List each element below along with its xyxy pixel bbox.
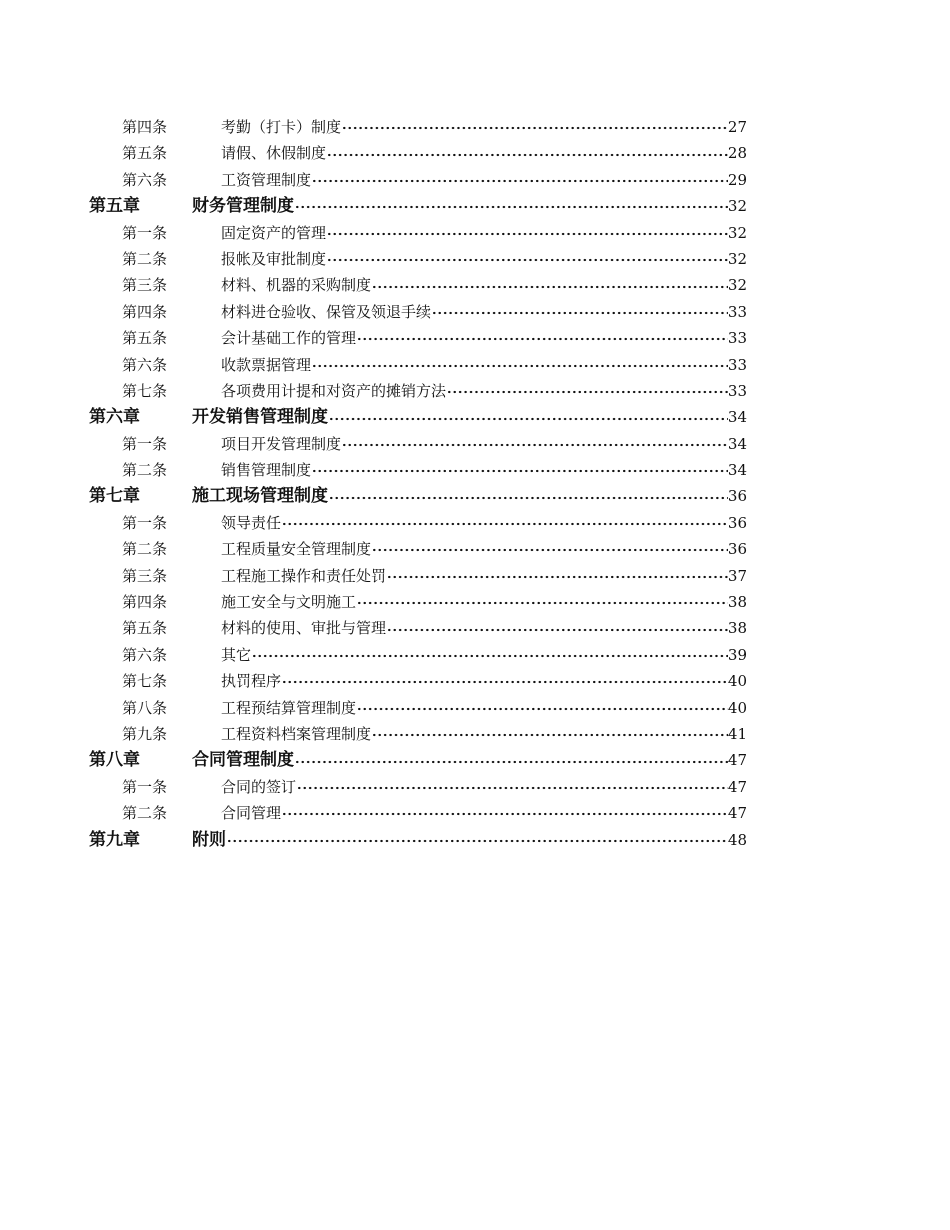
entry-number: 第四条	[122, 118, 168, 136]
entry-title: 请假、休假制度	[221, 144, 327, 163]
entry-number: 第二条	[122, 461, 168, 480]
toc-article-entry[interactable]	[0, 615, 950, 641]
toc-article-entry[interactable]	[0, 272, 950, 298]
entry-number: 第八章	[89, 750, 140, 771]
entry-page-number: 32	[727, 223, 747, 242]
entry-page-number: 32	[727, 197, 747, 216]
entry-line	[221, 563, 747, 589]
dot-leader	[386, 563, 728, 589]
entry-number: 第七章	[89, 486, 140, 507]
toc-article-entry[interactable]	[0, 510, 950, 536]
toc-article-entry[interactable]	[0, 563, 950, 589]
entry-title: 施工安全与文明施工	[221, 593, 357, 612]
toc-article-entry[interactable]	[0, 536, 950, 562]
dot-leader	[311, 352, 728, 378]
dot-leader	[341, 114, 728, 140]
entry-page-number: 27	[727, 118, 747, 136]
dot-leader	[226, 827, 728, 853]
entry-page-number: 34	[727, 408, 747, 427]
toc-chapter-entry[interactable]	[0, 747, 950, 773]
entry-number: 第六条	[122, 170, 168, 189]
entry-title: 固定资产的管理	[221, 223, 327, 242]
dot-leader	[328, 405, 728, 431]
entry-line	[192, 483, 747, 509]
entry-number: 第六条	[122, 645, 168, 664]
entry-line	[221, 800, 747, 826]
toc-article-entry[interactable]	[0, 774, 950, 800]
entry-line	[221, 140, 747, 166]
entry-title: 收款票据管理	[221, 355, 312, 374]
entry-number: 第六条	[122, 355, 168, 374]
entry-page-number: 40	[727, 698, 747, 717]
entry-number: 第五条	[122, 144, 168, 163]
toc-chapter-entry[interactable]	[0, 827, 950, 853]
entry-page-number: 48	[727, 830, 747, 849]
entry-number: 第八条	[122, 698, 168, 717]
entry-title: 工程质量安全管理制度	[221, 540, 372, 559]
entry-page-number: 33	[727, 381, 747, 400]
dot-leader	[371, 273, 728, 299]
entry-line	[221, 668, 747, 694]
entry-title: 各项费用计提和对资产的摊销方法	[221, 381, 447, 400]
entry-title: 合同管理	[221, 804, 282, 823]
entry-page-number: 47	[727, 804, 747, 823]
dot-leader	[446, 378, 728, 404]
entry-line	[221, 246, 747, 272]
dot-leader	[328, 484, 728, 510]
entry-title: 附则	[192, 829, 226, 850]
toc-article-entry[interactable]	[0, 167, 950, 193]
dot-leader	[294, 748, 728, 774]
entry-page-number: 36	[727, 540, 747, 559]
entry-title: 其它	[221, 645, 252, 664]
entry-title: 考勤（打卡）制度	[221, 118, 342, 136]
entry-title: 合同的签订	[221, 777, 297, 796]
entry-number: 第九条	[122, 724, 168, 743]
entry-line	[192, 827, 747, 853]
entry-number: 第三条	[122, 566, 168, 585]
entry-title: 会计基础工作的管理	[221, 329, 357, 348]
entry-page-number: 38	[727, 619, 747, 638]
entry-number: 第五章	[89, 196, 140, 217]
entry-page-number: 29	[727, 170, 747, 189]
entry-line	[221, 642, 747, 668]
toc-article-entry[interactable]	[0, 721, 950, 747]
dot-leader	[281, 510, 728, 536]
toc-article-entry[interactable]	[0, 246, 950, 272]
entry-line	[192, 193, 747, 219]
entry-page-number: 41	[727, 724, 747, 743]
dot-leader	[326, 141, 728, 167]
dot-leader	[281, 668, 728, 694]
toc-article-entry[interactable]	[0, 114, 950, 140]
toc-chapter-entry[interactable]	[0, 193, 950, 219]
entry-number: 第一条	[122, 513, 168, 532]
dot-leader	[356, 325, 728, 351]
entry-page-number: 40	[727, 672, 747, 691]
dot-leader	[371, 536, 728, 562]
entry-page-number: 37	[727, 566, 747, 585]
entry-line	[192, 404, 747, 430]
entry-number: 第五条	[122, 619, 168, 638]
entry-page-number: 28	[727, 144, 747, 163]
entry-line	[221, 220, 747, 246]
entry-title: 合同管理制度	[192, 750, 294, 771]
entry-line	[221, 167, 747, 193]
toc-article-entry[interactable]	[0, 352, 950, 378]
toc-chapter-entry[interactable]	[0, 404, 950, 430]
toc-chapter-entry[interactable]	[0, 483, 950, 509]
entry-line	[221, 378, 747, 404]
toc-article-entry[interactable]	[0, 642, 950, 668]
entry-title: 工资管理制度	[221, 170, 312, 189]
entry-title: 材料进仓验收、保管及领退手续	[221, 302, 432, 321]
entry-page-number: 33	[727, 355, 747, 374]
entry-page-number: 34	[727, 461, 747, 480]
toc-article-entry[interactable]	[0, 431, 950, 457]
entry-number: 第三条	[122, 276, 168, 295]
entry-line	[221, 325, 747, 351]
entry-line	[221, 299, 747, 325]
entry-line	[221, 457, 747, 483]
entry-page-number: 36	[727, 487, 747, 506]
entry-page-number: 33	[727, 302, 747, 321]
toc-article-entry[interactable]	[0, 299, 950, 325]
table-of-contents	[0, 114, 950, 853]
dot-leader	[281, 800, 728, 826]
dot-leader	[296, 774, 728, 800]
dot-leader	[311, 457, 728, 483]
toc-article-entry[interactable]	[0, 800, 950, 826]
entry-title: 销售管理制度	[221, 461, 312, 480]
dot-leader	[371, 721, 728, 747]
entry-title: 材料的使用、审批与管理	[221, 619, 387, 638]
dot-leader	[251, 642, 728, 668]
dot-leader	[356, 695, 728, 721]
entry-page-number: 47	[727, 751, 747, 770]
entry-number: 第五条	[122, 329, 168, 348]
entry-line	[221, 114, 747, 140]
entry-line	[192, 747, 747, 773]
entry-number: 第一条	[122, 434, 168, 453]
toc-article-entry[interactable]	[0, 589, 950, 615]
entry-line	[221, 615, 747, 641]
entry-title: 工程施工操作和责任处罚	[221, 566, 387, 585]
entry-line	[221, 352, 747, 378]
entry-title: 工程预结算管理制度	[221, 698, 357, 717]
dot-leader	[431, 299, 728, 325]
entry-page-number: 47	[727, 777, 747, 796]
entry-page-number: 36	[727, 513, 747, 532]
entry-title: 领导责任	[221, 513, 282, 532]
dot-leader	[326, 220, 728, 246]
entry-number: 第四条	[122, 302, 168, 321]
entry-title: 施工现场管理制度	[192, 486, 328, 507]
entry-number: 第七条	[122, 672, 168, 691]
entry-page-number: 39	[727, 645, 747, 664]
entry-number: 第二条	[122, 804, 168, 823]
toc-article-entry[interactable]	[0, 668, 950, 694]
dot-leader	[294, 193, 728, 219]
entry-page-number: 32	[727, 249, 747, 268]
entry-line	[221, 695, 747, 721]
entry-number: 第九章	[89, 829, 140, 850]
entry-number: 第二条	[122, 249, 168, 268]
entry-line	[221, 774, 747, 800]
entry-number: 第一条	[122, 777, 168, 796]
entry-title: 执罚程序	[221, 672, 282, 691]
entry-line	[221, 721, 747, 747]
toc-article-entry[interactable]	[0, 220, 950, 246]
dot-leader	[341, 431, 728, 457]
toc-article-entry[interactable]	[0, 457, 950, 483]
entry-title: 工程资料档案管理制度	[221, 724, 372, 743]
entry-page-number: 34	[727, 434, 747, 453]
toc-article-entry[interactable]	[0, 695, 950, 721]
entry-title: 项目开发管理制度	[221, 434, 342, 453]
entry-line	[221, 272, 747, 298]
entry-page-number: 38	[727, 593, 747, 612]
dot-leader	[386, 616, 728, 642]
entry-title: 报帐及审批制度	[221, 249, 327, 268]
entry-line	[221, 431, 747, 457]
entry-title: 财务管理制度	[192, 196, 294, 217]
entry-number: 第六章	[89, 407, 140, 428]
toc-article-entry[interactable]	[0, 140, 950, 166]
entry-line	[221, 510, 747, 536]
dot-leader	[356, 589, 728, 615]
entry-number: 第七条	[122, 381, 168, 400]
dot-leader	[311, 167, 728, 193]
toc-article-entry[interactable]	[0, 378, 950, 404]
toc-article-entry[interactable]	[0, 325, 950, 351]
entry-number: 第一条	[122, 223, 168, 242]
entry-number: 第二条	[122, 540, 168, 559]
entry-title: 开发销售管理制度	[192, 407, 328, 428]
entry-number: 第四条	[122, 593, 168, 612]
entry-line	[221, 589, 747, 615]
entry-line	[221, 536, 747, 562]
dot-leader	[326, 246, 728, 272]
entry-title: 材料、机器的采购制度	[221, 276, 372, 295]
entry-page-number: 33	[727, 329, 747, 348]
entry-page-number: 32	[727, 276, 747, 295]
